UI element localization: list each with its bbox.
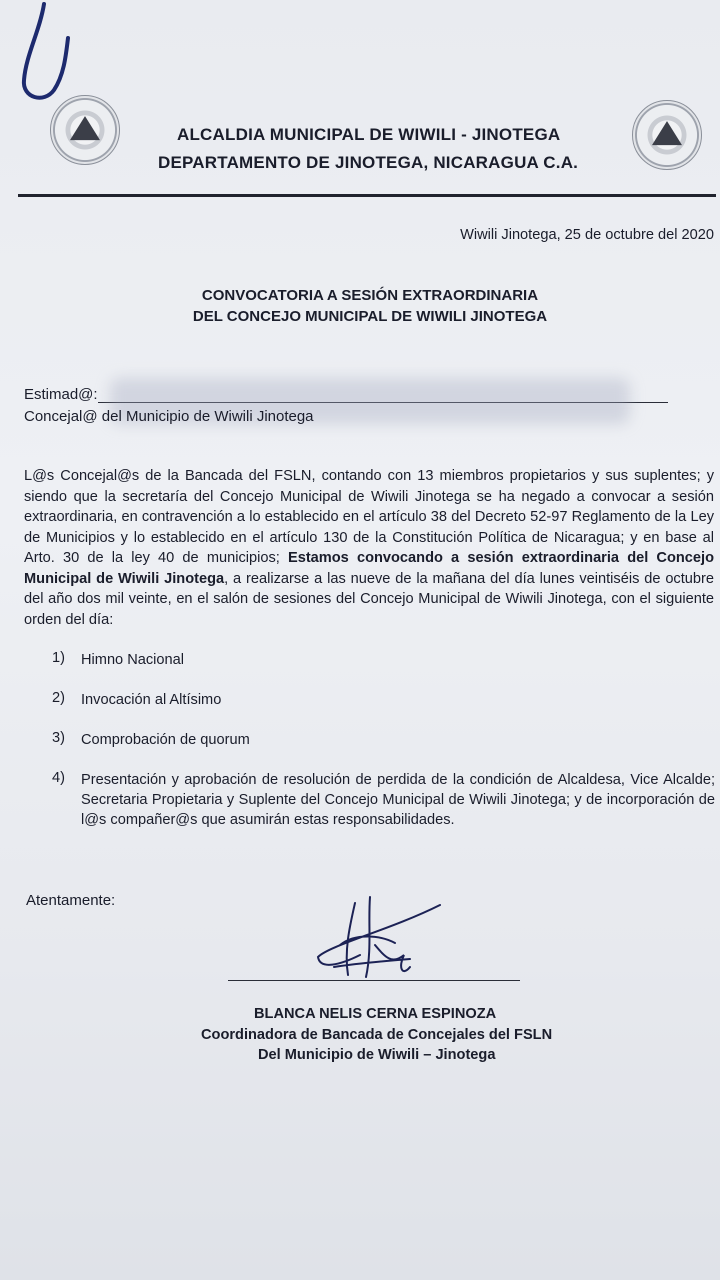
right-seal-icon	[632, 100, 702, 170]
salutation: Estimad@:	[24, 386, 98, 403]
body-bold: Estamos convocando a sesión extraordinaria del Concejo Municipal de Wiwili Jinotega	[24, 550, 714, 587]
agenda-text: Himno Nacional	[81, 652, 185, 668]
body-outro: , a realizarse a las nueve de la mañana del día lunes veintiséis de octubre del año dos mil veinte, en el salón de sesiones del Concejo Municipal de Wiwili Jinotega, con el siguiente orden del día:	[24, 570, 714, 628]
agenda-text: Presentación y aprobación de resolución de perdida de la condición de Alcaldesa, Vice Alcalde; Secretaria Propietaria y Suplente del Concejo Municipal de Wiwili Jinotega; y de incorporación de l@s compañer@s que asumirán estas responsabilidades.	[81, 772, 715, 828]
header-divider	[18, 194, 716, 197]
signature	[300, 895, 450, 990]
recipient-position: Concejal@ del Municipio de Wiwili Jinotega	[24, 408, 314, 425]
agenda-number: 4)	[52, 770, 65, 786]
signature-line	[228, 980, 520, 981]
agenda-text: Comprobación de quorum	[81, 732, 250, 748]
agenda-number: 2)	[52, 690, 65, 706]
agenda-text: Invocación al Altísimo	[81, 692, 222, 708]
header-line-2: DEPARTAMENTO DE JINOTEGA, NICARAGUA C.A.	[158, 153, 579, 172]
body-paragraph	[24, 466, 714, 630]
date-line: Wiwili Jinotega, 25 de octubre del 2020	[460, 227, 714, 243]
handwritten-mark	[14, 0, 74, 110]
header-line-1: ALCALDIA MUNICIPAL DE WIWILI - JINOTEGA	[177, 125, 561, 144]
signatory-org: Del Municipio de Wiwili – Jinotega	[258, 1047, 496, 1063]
signatory-name: BLANCA NELIS CERNA ESPINOZA	[254, 1006, 497, 1022]
document-title-line-1: CONVOCATORIA A SESIÓN EXTRAORDINARIA	[201, 287, 539, 304]
closing: Atentamente:	[26, 892, 116, 909]
signatory-role: Coordinadora de Bancada de Concejales del FSLN	[201, 1027, 553, 1043]
agenda-number: 3)	[52, 730, 65, 746]
agenda-number: 1)	[52, 650, 65, 666]
body-intro: L@s Concejal@s de la Bancada del FSLN, contando con 13 miembros propietarios y sus suplentes; y siendo que la secretaría del Concejo Municipal de Wiwili Jinotega se ha negado a convocar a sesión extraordinaria, en contravención a lo establecido en el artículo 38 del Decreto 52-97 Reglamento de la Ley de Municipios y lo establecido en el artículo 130 de la Constitución Política de Nicaragua; y en base al Arto. 30 de la ley 40 de municipios;	[24, 468, 714, 566]
document-title-line-2: DEL CONCEJO MUNICIPAL DE WIWILI JINOTEGA	[192, 308, 548, 325]
left-seal-icon	[50, 95, 120, 165]
